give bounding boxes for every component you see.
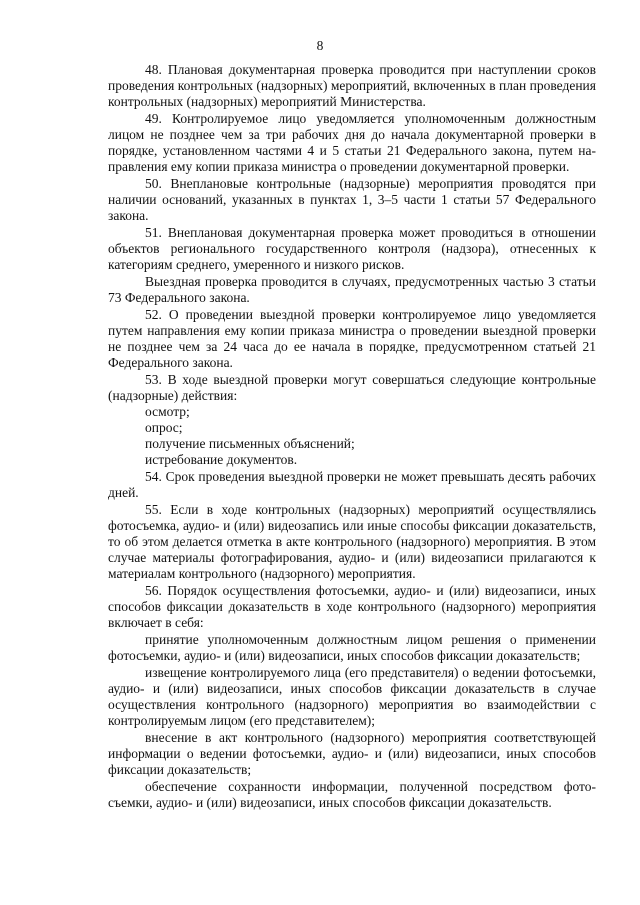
paragraph-54: 54. Срок проведения выездной проверки не может превышать десять рабочих дней. bbox=[108, 469, 596, 500]
paragraph-52: 52. О проведении выездной проверки контролируемое лицо уведомляется путем направления ему копии приказа министра о проведении выездной проверки не позднее чем за 24 часа до ее начала в порядке, предусмотренном статьей 21 Федерального закона. bbox=[108, 307, 596, 370]
paragraph-53: 53. В ходе выездной проверки могут совершаться следующие контрольные (надзорные) действия: bbox=[108, 372, 596, 403]
paragraph-55: 55. Если в ходе контрольных (надзорных) мероприятий осуществлялись фотосъемка, аудио- и (или) видеозапись или иные способы фиксации доказательств, то об этом делается отметка в акте контрольного (надзорного) мероприятия. В этом случае материалы фотографирования, аудио- и (или) видеозаписи прилагаются к материалам контрольного (надзорного) мероприятия. bbox=[108, 502, 596, 581]
list-item-decision: принятие уполномоченным должностным лицом решения о применении фотосъемки, аудио- и (или) видеозаписи, иных способов фиксации доказательств; bbox=[108, 632, 596, 663]
list-item-survey: опрос; bbox=[145, 420, 183, 435]
paragraph-50: 50. Внеплановые контрольные (надзорные) мероприятия проводятся при наличии оснований, указанных в пунктах 1, 3–5 части 1 статьи 57 Федерального закона. bbox=[108, 176, 596, 223]
list-item-preservation: обеспечение сохранности информации, полученной посредством фотосъемки, аудио- и (или) видеозаписи, иных способов фиксации доказательств. bbox=[108, 779, 596, 810]
paragraph-49: 49. Контролируемое лицо уведомляется уполномоченным должностным лицом не позднее чем за три рабочих дня до начала документарной проверки в порядке, установленном частями 4 и 5 статьи 21 Федерального закона, путем направления ему копии приказа министра о проведении документарной проверки. bbox=[108, 111, 596, 174]
list-item-notification: извещение контролируемого лица (его представителя) о ведении фотосъемки, аудио- и (или) видеозаписи, иных способов фиксации доказательств в случае осуществления контрольного (надзорного) мероприятия во взаимодействии с контролируемым лицом (его представителем); bbox=[108, 665, 596, 728]
document-body bbox=[108, 62, 596, 812]
list-item-written-explanations: получение письменных объяснений; bbox=[145, 436, 355, 451]
page-number: 8 bbox=[316, 38, 324, 53]
paragraph-51: 51. Внеплановая документарная проверка может проводиться в отношении объектов регионального государственного контроля (надзора), отнесенных к категориям среднего, умеренного и низкого рисков. bbox=[108, 225, 596, 272]
paragraph-51-continued: Выездная проверка проводится в случаях, предусмотренных частью 3 статьи 73 Федерального закона. bbox=[108, 274, 596, 305]
paragraph-48: 48. Плановая документарная проверка проводится при наступлении сроков проведения контрольных (надзорных) мероприятий, включенных в план проведения контрольных (надзорных) мероприятий Министерства. bbox=[108, 62, 596, 109]
list-item-act-entry: внесение в акт контрольного (надзорного) мероприятия соответствующей информации о ведении фотосъемки, аудио- и (или) видеозаписи, иных способов фиксации доказательств; bbox=[108, 730, 596, 777]
list-item-document-request: истребование документов. bbox=[145, 452, 298, 467]
paragraph-56: 56. Порядок осуществления фотосъемки, аудио- и (или) видеозаписи, иных способов фиксации доказательств в ходе контрольного (надзорного) мероприятия включает в себя: bbox=[108, 583, 596, 630]
list-item-inspection: осмотр; bbox=[145, 404, 190, 419]
